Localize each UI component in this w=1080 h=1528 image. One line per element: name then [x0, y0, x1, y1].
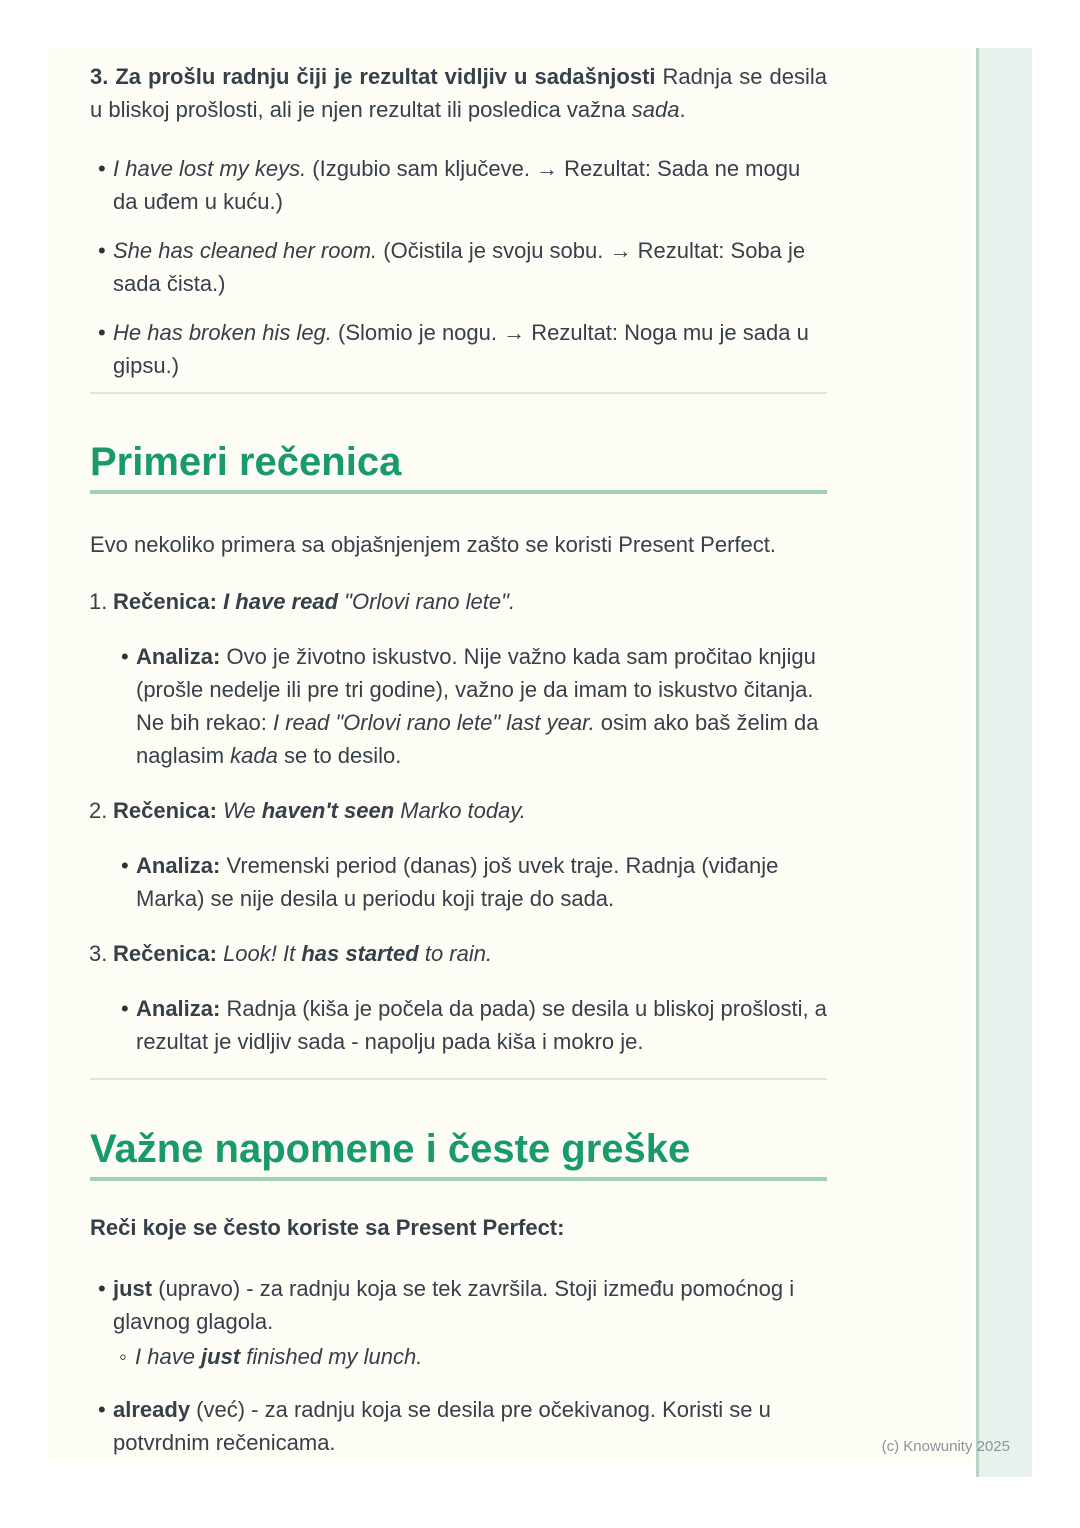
example-italic-pre: I have — [135, 1344, 202, 1369]
list-item — [136, 640, 827, 772]
sentence-italic-post: Marko today. — [394, 798, 526, 823]
sentence-label: Rečenica: — [113, 941, 217, 966]
usage-examples-list — [90, 152, 827, 382]
intro-body-text: Radnja se desila u bliskoj prošlosti, ali je njen rezultat ili posledica važna — [90, 64, 827, 122]
heading-underline — [90, 1177, 827, 1181]
word-keyword: already — [113, 1397, 191, 1422]
section-heading-notes: Važne napomene i česte greške — [90, 1127, 691, 1171]
example-translation: (Izgubio sam ključeve. → Rezultat: Sada ne mogu da uđem u kuću.) — [113, 156, 801, 214]
intro-italic-word: sada — [631, 97, 680, 122]
analysis-text: Vremenski period (danas) još uvek traje. Radnja (viđanje Marka) se nije desila u periodu koji traje do sada. — [136, 853, 779, 911]
heading-underline — [90, 490, 827, 494]
list-item — [113, 1393, 827, 1459]
analysis-list — [113, 849, 827, 915]
sentence-italic-post: to rain. — [418, 941, 493, 966]
analysis-list — [113, 992, 827, 1058]
sentence-label: Rečenica: — [113, 798, 217, 823]
analysis-label: Analiza: — [136, 996, 221, 1021]
example-translation: (Očistila je svoju sobu. → Rezultat: Soba je sada čista.) — [113, 238, 806, 296]
word-example-list — [113, 1340, 827, 1373]
list-item — [89, 937, 827, 1058]
analysis-italic: kada — [230, 743, 278, 768]
list-number: 2. — [89, 798, 108, 823]
examples-lead-paragraph: Evo nekoliko primera sa objašnjenjem zašto se koristi Present Perfect. — [90, 532, 776, 557]
word-keyword: just — [113, 1276, 153, 1301]
analysis-label: Analiza: — [136, 644, 221, 669]
example-translation: (Slomio je nogu. → Rezultat: Noga mu je sada u gipsu.) — [113, 320, 809, 378]
copyright-footer: (c) Knowunity 2025 — [881, 1438, 1010, 1455]
list-item — [136, 992, 827, 1058]
sentence-italic-post: "Orlovi rano lete". — [338, 589, 516, 614]
analysis-text: osim ako baš želim da naglasim — [136, 710, 819, 768]
document-page-card — [48, 48, 973, 1461]
list-number: 3. — [89, 941, 108, 966]
right-decorative-stripe — [976, 48, 1032, 1477]
section-heading-examples: Primeri rečenica — [90, 440, 402, 484]
example-english-sentence: She has cleaned her room. — [113, 238, 378, 263]
sentence-bold-italic: I have read — [223, 589, 339, 614]
example-bold-italic: just — [201, 1344, 241, 1369]
analysis-label: Analiza: — [136, 853, 221, 878]
section-divider — [90, 392, 827, 394]
document-content — [90, 60, 827, 1459]
sentences-list — [90, 585, 827, 1058]
sentence-line — [113, 937, 827, 970]
notes-subtitle: Reči koje se često koriste sa Present Perfect: — [90, 1215, 565, 1240]
list-item — [136, 849, 827, 915]
list-item — [113, 316, 827, 382]
intro-period: . — [679, 97, 686, 122]
analysis-text: Ovo je životno iskustvo. Nije važno kada sam pročitao knjigu (prošle nedelje ili pre tri godine), važno je da imam to iskustvo čitanja. Ne bih rekao: — [136, 644, 816, 735]
word-description: (već) - za radnju koja se desila pre očekivanog. Koristi se u potvrdnim rečenicama. — [113, 1397, 771, 1455]
example-english-sentence: I have lost my keys. — [113, 156, 307, 181]
analysis-list — [113, 640, 827, 772]
sentence-label: Rečenica: — [113, 589, 217, 614]
common-words-list — [90, 1272, 827, 1459]
word-description: (upravo) - za radnju koja se tek završila. Stoji između pomoćnog i glavnog glagola. — [113, 1276, 795, 1334]
sentence-line — [113, 585, 827, 618]
list-item — [113, 152, 827, 218]
sentence-italic-pre: We — [216, 798, 262, 823]
list-item — [89, 585, 827, 772]
list-item — [135, 1340, 827, 1373]
example-english-sentence: He has broken his leg. — [113, 320, 332, 345]
analysis-text: Radnja (kiša je počela da pada) se desila u bliskoj prošlosti, a rezultat je vidljiv sada - napolju pada kiša i mokro je. — [136, 996, 827, 1054]
sentence-bold-italic: has started — [301, 941, 419, 966]
sentence-bold-italic: haven't seen — [261, 798, 395, 823]
example-italic-post: finished my lunch. — [240, 1344, 423, 1369]
analysis-text: se to desilo. — [277, 743, 402, 768]
section-divider — [90, 1078, 827, 1080]
list-item — [113, 234, 827, 300]
analysis-italic: I read "Orlovi rano lete" last year. — [272, 710, 595, 735]
sentence-italic-pre: Look! It — [216, 941, 302, 966]
sentence-line — [113, 794, 827, 827]
intro-bold-text: 3. Za prošlu radnju čiji je rezultat vidljiv u sadašnjosti — [90, 64, 656, 89]
list-number: 1. — [89, 589, 108, 614]
list-item — [89, 794, 827, 915]
intro-paragraph — [90, 60, 827, 126]
list-item — [113, 1272, 827, 1373]
